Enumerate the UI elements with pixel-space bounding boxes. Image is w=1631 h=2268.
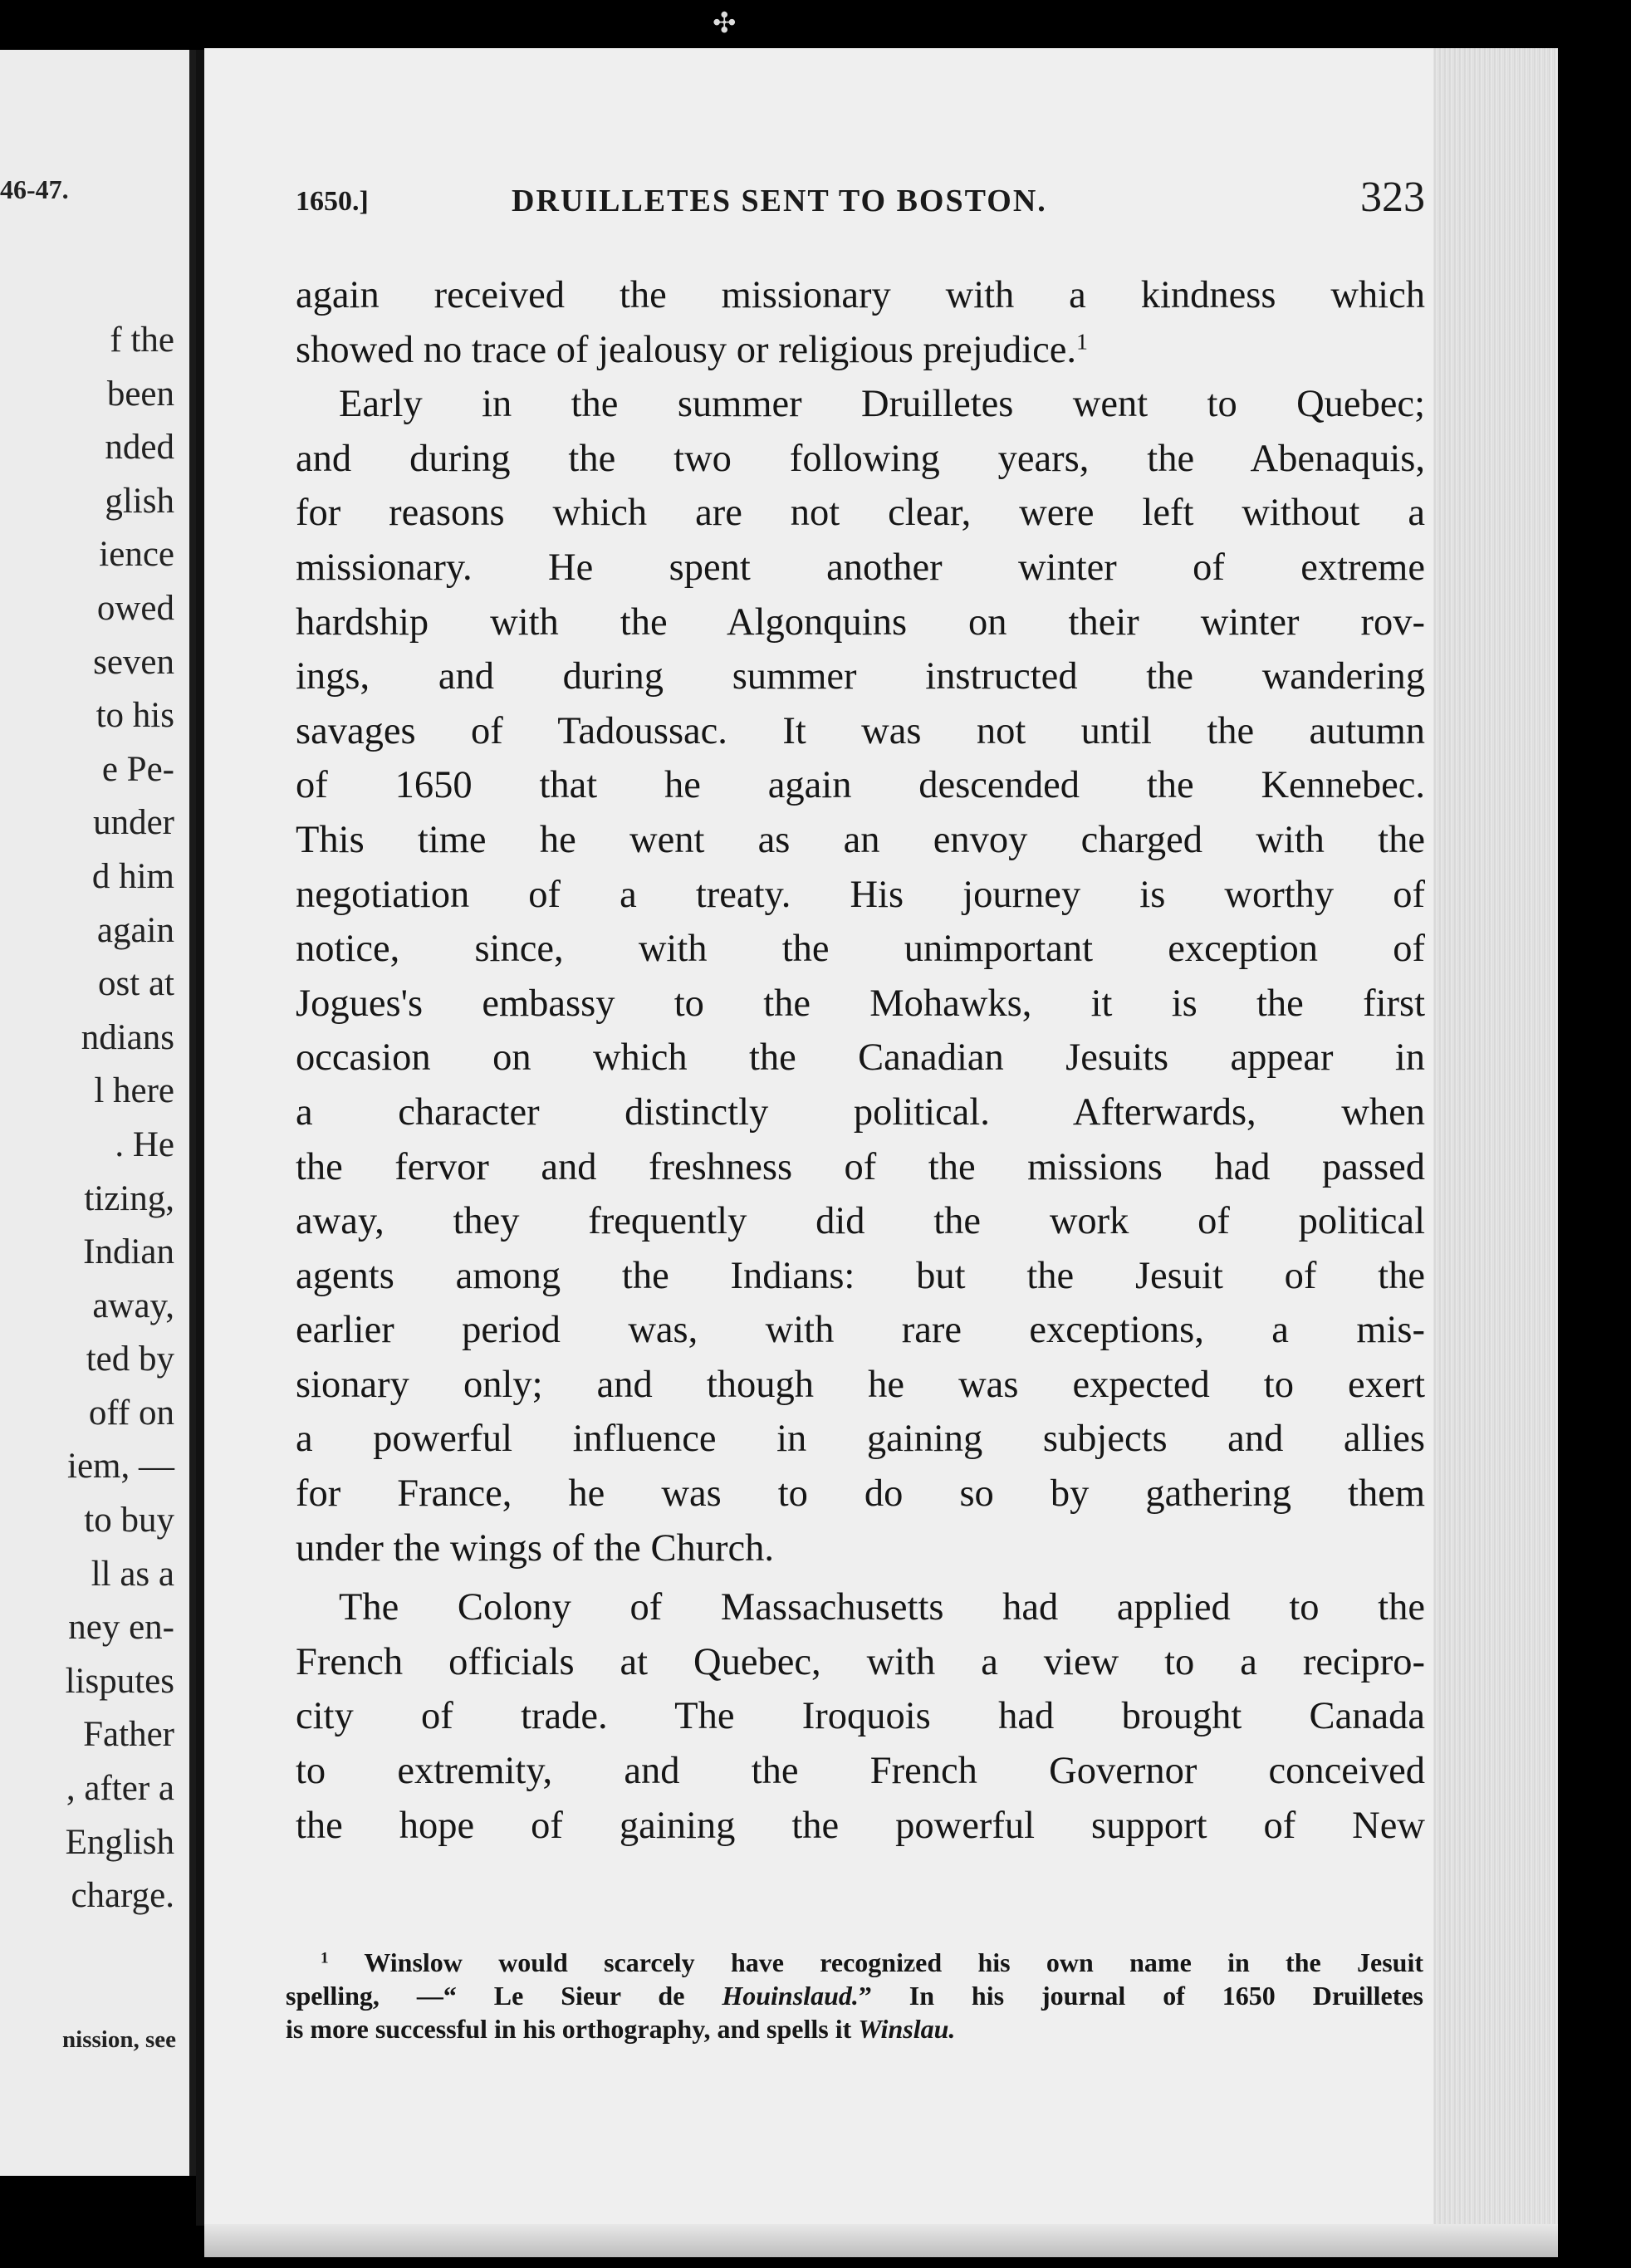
footnote-italic-name: Winslau. [858, 2014, 956, 2044]
text-line: French officials at Quebec, with a view to a recipro- [296, 1640, 1425, 1683]
text-line: The Colony of Massachusetts had applied to the [339, 1586, 1425, 1629]
text-line: again received the missionary with a kindness which [296, 274, 1425, 316]
left-line: been [106, 374, 174, 414]
left-line: charge. [71, 1876, 174, 1916]
left-line: d him [91, 856, 174, 896]
left-line: Father [83, 1715, 174, 1755]
text-line: sionary only; and though he was expected to exert [296, 1363, 1425, 1406]
left-line: seven [93, 642, 174, 682]
text-line: This time he went as an envoy charged with the [296, 818, 1425, 861]
body-text [296, 268, 1425, 1853]
left-line: off on [88, 1393, 174, 1433]
book-gutter [196, 50, 204, 2226]
footnote-text: Winslow would scarcely have recognized his own name in the Jesuit [364, 1947, 1424, 1977]
text-line: notice, since, with the unimportant exception of [296, 928, 1425, 971]
page-number: 323 [1360, 174, 1425, 221]
running-head-title: DRUILLETES SENT TO BOSTON. [512, 184, 1047, 218]
left-line: ndians [81, 1017, 174, 1057]
text-line: Jogues's embassy to the Mohawks, it is the first [296, 982, 1425, 1025]
footnote-text: ” In his journal of 1650 Druilletes [858, 1981, 1424, 2011]
text-line: to extremity, and the French Governor conceived [296, 1750, 1425, 1793]
text-line: occasion on which the Canadian Jesuits appear in [296, 1036, 1425, 1080]
left-line: ted by [86, 1340, 174, 1379]
text-line: Early in the summer Druilletes went to Quebec; [339, 383, 1425, 426]
text-line: negotiation of a treaty. His journey is worthy of [296, 873, 1425, 916]
footnote-line [286, 1946, 1423, 1979]
text-line: away, they frequently did the work of political [296, 1200, 1425, 1243]
running-head-year: 1650.] [296, 186, 369, 217]
left-line: iem, — [67, 1447, 174, 1487]
text-line: for reasons which are not clear, were left without a [296, 492, 1425, 535]
left-line: ience [99, 535, 174, 575]
left-line: under [93, 803, 174, 843]
footnote [286, 1946, 1423, 2045]
text-line: a powerful influence in gaining subjects and allies [296, 1418, 1425, 1461]
text-line: missionary. He spent another winter of extreme [296, 546, 1425, 589]
text-line-content: showed no trace of jealousy or religious prejudice. [296, 328, 1077, 371]
text-line: the hope of gaining the powerful support of New [296, 1804, 1425, 1847]
text-line: the fervor and freshness of the missions had passed [296, 1145, 1425, 1188]
text-line: under the wings of the Church. [296, 1526, 774, 1570]
left-line: to his [96, 696, 174, 736]
left-line: , after a [66, 1769, 174, 1809]
footnote-line [286, 1979, 1423, 2012]
text-line: hardship with the Algonquins on their winter rov- [296, 600, 1425, 644]
left-line: to buy [84, 1501, 174, 1541]
left-page-header: 46-47. [0, 174, 69, 204]
left-line: owed [96, 588, 174, 628]
text-line: ings, and during summer instructed the wandering [296, 655, 1425, 698]
left-line: ney en- [68, 1608, 174, 1648]
footnote-line [286, 2012, 1423, 2045]
text-line: agents among the Indians: but the Jesuit of the [296, 1254, 1425, 1297]
left-line: lisputes [65, 1661, 174, 1701]
page-edge-bottom [204, 2224, 1558, 2257]
left-line: ost at [98, 964, 174, 1004]
left-line: tizing, [84, 1178, 174, 1218]
footnote-text: spelling, —“ Le Sieur de [286, 1981, 722, 2011]
footnote-italic-name: Houinslaud. [722, 1981, 859, 2011]
left-line: again [96, 910, 174, 950]
text-line: a character distinctly political. Afterwards, when [296, 1090, 1425, 1134]
text-line: and during the two following years, the Abenaquis, [296, 437, 1425, 480]
text-line: city of trade. The Iroquois had brought Canada [296, 1695, 1425, 1738]
page-edge [1433, 48, 1558, 2257]
left-line: Indian [83, 1232, 174, 1272]
left-line: nded [105, 428, 174, 468]
left-page-fragment [0, 50, 196, 2176]
footnote-marker: 1 [1076, 329, 1088, 355]
left-line: f the [110, 321, 174, 360]
running-head [296, 173, 1425, 231]
left-line: English [65, 1822, 174, 1862]
footnote-number: 1 [321, 1949, 329, 1967]
footnote-text: is more successful in his orthography, and spells it [286, 2014, 859, 2044]
left-page-lines [0, 314, 174, 1923]
left-line: glish [105, 481, 174, 521]
right-page [204, 48, 1558, 2257]
text-line: savages of Tadoussac. It was not until the autumn [296, 709, 1425, 752]
left-line: e Pe- [101, 749, 174, 789]
text-line [296, 323, 1425, 378]
left-line: l here [94, 1071, 174, 1111]
left-line: ll as a [91, 1554, 174, 1594]
text-line: earlier period was, with rare exceptions, a mis- [296, 1309, 1425, 1352]
left-line: away, [92, 1286, 174, 1325]
text-line: for France, he was to do so by gathering them [296, 1472, 1425, 1516]
text-line: of 1650 that he again descended the Kennebec. [296, 764, 1425, 807]
left-page-footnote: nission, see [62, 2026, 176, 2053]
scan-mark: ✣ [713, 7, 737, 40]
left-line: . He [115, 1124, 174, 1164]
